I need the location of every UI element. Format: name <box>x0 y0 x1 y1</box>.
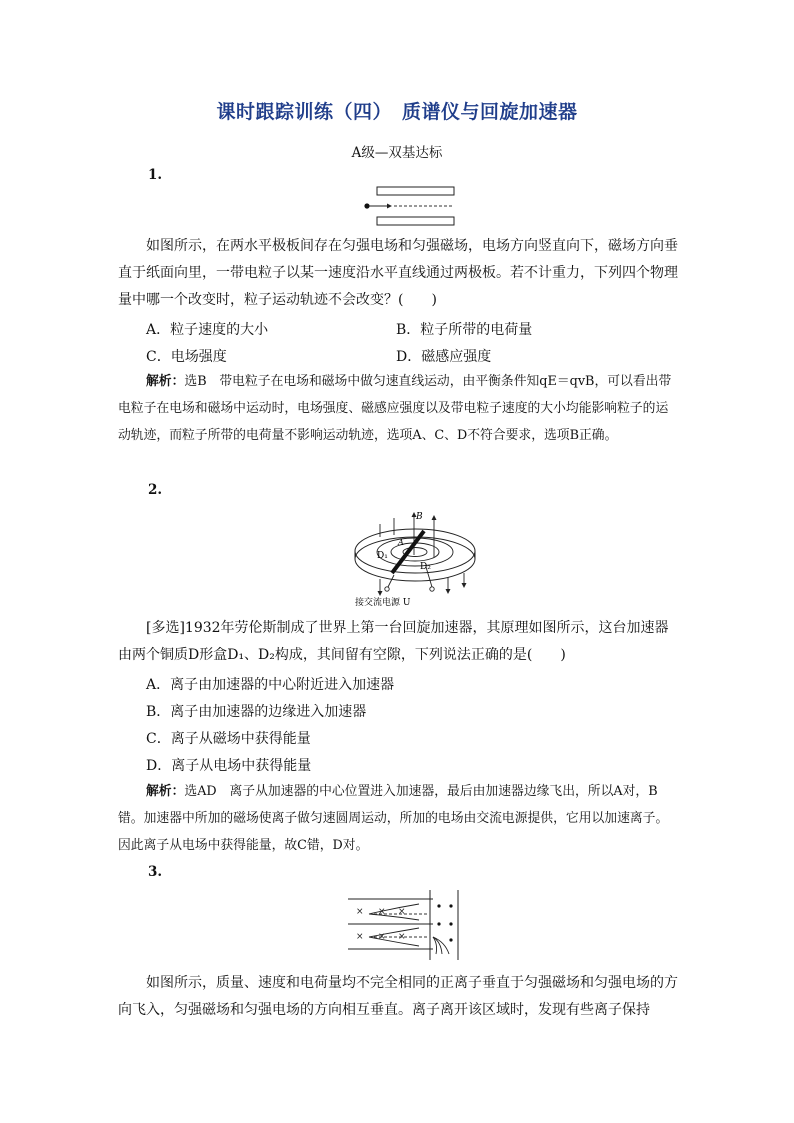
q1-figure-parallel-plates <box>360 184 460 230</box>
q2-analysis-text: 选AD 离子从加速器的中心位置进入加速器，最后由加速器边缘飞出，所以A对，B错。加速器中所加的磁场使离子做匀速圆周运动，所加的电场由交流电源提供，它用以加速离子。因此离子从电场中获得能量，故C错，D对。 <box>118 784 669 853</box>
figure-caption: 接交流电源 U <box>355 598 411 608</box>
q2-option-b[interactable]: B．离子由加速器的边缘进入加速器 <box>146 704 367 720</box>
upper-plate <box>377 187 454 195</box>
label-b: B <box>416 512 423 522</box>
q2-analysis-label: 解析： <box>146 784 185 799</box>
label-a: A <box>398 538 404 547</box>
q3-figure-velocity-selector <box>345 888 465 964</box>
q1-option-c[interactable]: C．电场强度 <box>146 349 227 365</box>
q2-option-c[interactable]: C．离子从磁场中获得能量 <box>146 731 311 747</box>
q1-option-a[interactable]: A．粒子速度的大小 <box>146 322 269 338</box>
svg-text:×: × <box>398 907 406 917</box>
svg-text:×: × <box>378 907 386 917</box>
q2-analysis <box>118 778 678 859</box>
q1-stem: 如图所示，在两水平极板间存在匀强电场和匀强磁场，电场方向竖直向下，磁场方向垂直于纸面向里，一带电粒子以某一速度沿水平直线通过两极板。若不计重力，下列四个物理量中哪一个改变时，粒子运动轨迹不会改变？( ) <box>118 238 678 308</box>
svg-text:×: × <box>398 932 406 942</box>
q1-option-d[interactable]: D．磁感应强度 <box>396 349 492 365</box>
label-d1: D₁ <box>377 551 388 561</box>
terminal-left <box>385 587 389 591</box>
q2-option-a[interactable]: A．离子由加速器的中心附近进入加速器 <box>146 677 395 693</box>
q2-figure-cyclotron <box>340 507 490 609</box>
question-2-number: 2. <box>148 482 163 498</box>
page-title: 课时跟踪训练（四） 质谱仪与回旋加速器 <box>216 101 578 123</box>
charged-particle <box>364 203 369 208</box>
q2-option-d[interactable]: D．离子从电场中获得能量 <box>146 758 312 774</box>
q1-analysis <box>118 368 678 449</box>
question-1-number: 1. <box>148 167 163 183</box>
q2-stem: [多选]1932年劳伦斯制成了世界上第一台回旋加速器，其原理如图所示，这台加速器由两个铜质D形盒D₁、D₂构成，其间留有空隙，下列说法正确的是( ) <box>118 620 669 663</box>
svg-text:×: × <box>378 932 386 942</box>
q1-option-b[interactable]: B．粒子所带的电荷量 <box>396 322 533 338</box>
section-subtitle: A级—双基达标 <box>351 145 443 161</box>
q1-analysis-text: 选B 带电粒子在电场和磁场中做匀速直线运动，由平衡条件知qE＝qvB，可以看出带电粒子在电场和磁场中运动时，电场强度、磁感应强度以及带电粒子速度的大小均能影响粒子的运动轨迹，而粒子所带的电荷量不影响运动轨迹，选项A、C、D不符合要求，选项B正确。 <box>118 374 672 443</box>
question-3-number: 3. <box>148 864 163 880</box>
svg-text:×: × <box>356 932 364 942</box>
label-d2: D₂ <box>420 562 431 572</box>
svg-text:×: × <box>356 907 364 917</box>
q3-stem: 如图所示，质量、速度和电荷量均不完全相同的正离子垂直于匀强磁场和匀强电场的方向飞入，匀强磁场和匀强电场的方向相互垂直。离子离开该区域时，发现有些离子保持 <box>118 975 678 1018</box>
lower-plate <box>377 217 454 225</box>
q1-analysis-label: 解析： <box>146 374 185 389</box>
terminal-right <box>430 587 434 591</box>
